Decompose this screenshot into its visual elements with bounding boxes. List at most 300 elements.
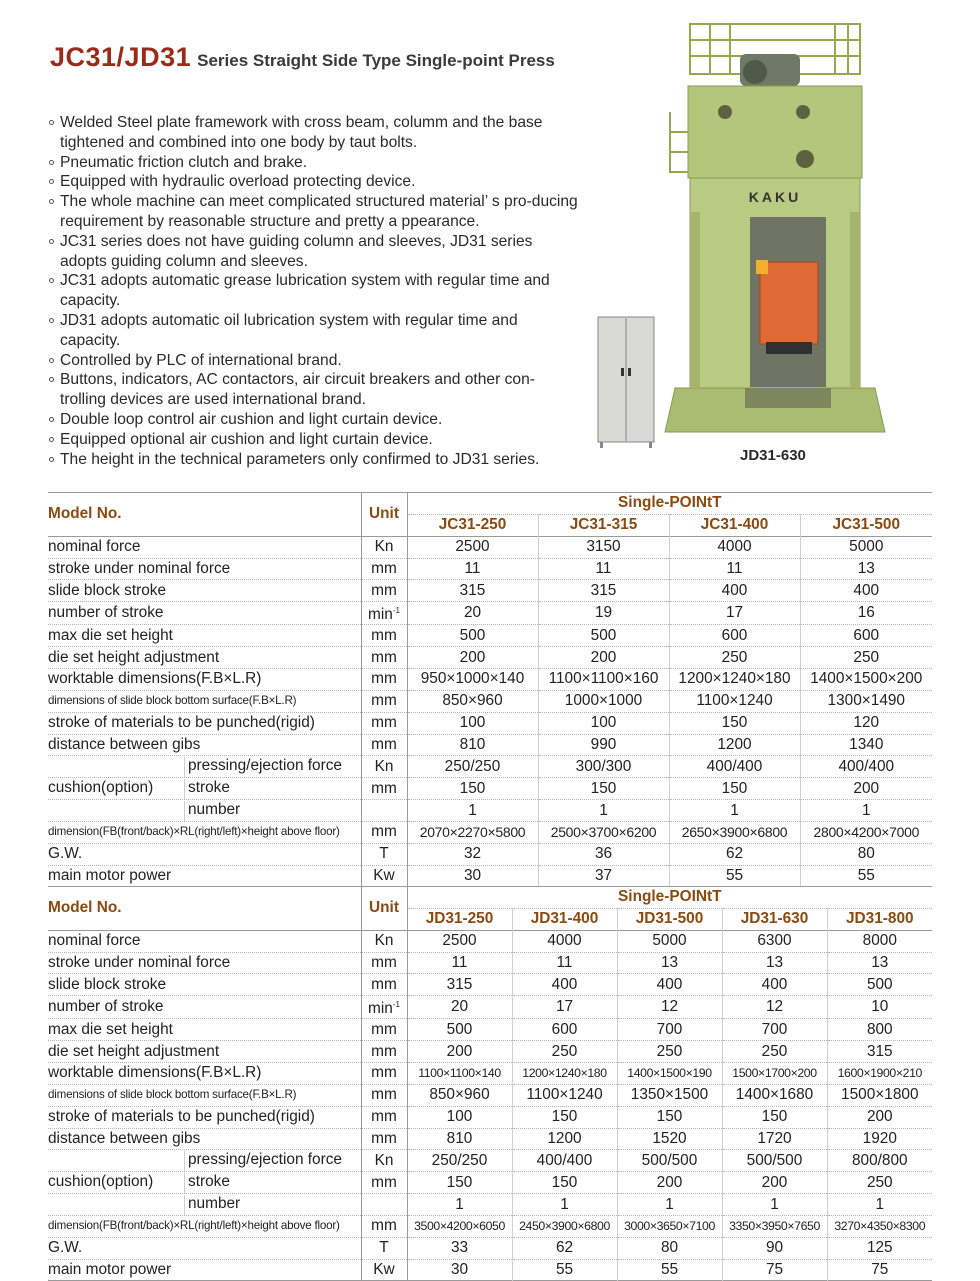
unit-cell (361, 778, 407, 800)
unit-text: min (368, 606, 393, 624)
unit-superscript: -1 (392, 606, 400, 616)
value-cell: 19 (538, 602, 669, 625)
param-cell (48, 778, 361, 800)
unit-cell (361, 734, 407, 756)
param-cell: stroke under nominal force (48, 953, 231, 971)
value-cell: 850×960 (429, 1086, 490, 1104)
param-cell: die set height adjustment (48, 648, 220, 666)
param-cell (48, 1172, 361, 1194)
value-cell: 1340 (800, 734, 932, 756)
cushion-sub-label: number (184, 1195, 240, 1215)
param-cell: max die set height (48, 1020, 173, 1038)
model-header: JD31-800 (827, 908, 932, 930)
value-cell: 1 (722, 1194, 827, 1216)
unit-text: Kw (373, 867, 395, 885)
model-no-header: Model No. (48, 899, 122, 917)
value-cell: 315 (459, 581, 486, 599)
unit-text: mm (371, 779, 397, 797)
model-header: JC31-500 (800, 514, 932, 536)
value-cell: 11 (464, 559, 481, 577)
value-cell: 500/500 (617, 1150, 722, 1172)
series-subtitle: Series Straight Side Type Single-point Press (197, 51, 555, 70)
table-row (48, 1259, 932, 1281)
value-cell: 11 (538, 558, 669, 580)
feature-item: JC31 adopts automatic grease lubrication system with regular time and capacity. (48, 271, 578, 311)
param-cell: dimension(FB(front/back)×RL(right/left)×height above floor) (48, 1219, 340, 1233)
feature-item: JC31 series does not have guiding column and sleeves, JD31 series adopts guiding column and sleeves. (48, 232, 578, 272)
value-cell: 11 (512, 952, 617, 974)
value-cell: 800/800 (827, 1150, 932, 1172)
value-cell: 33 (450, 1239, 469, 1257)
table-row (48, 558, 932, 580)
spec-table-jd31 (48, 886, 932, 1281)
unit-text: mm (371, 692, 397, 710)
cushion-sub-label: stroke (184, 779, 230, 799)
unit-text: Kn (374, 1151, 394, 1169)
value-cell: 800 (827, 1019, 932, 1041)
single-point-header: Single-POINtT (407, 887, 932, 909)
feature-item: Welded Steel plate framework with cross beam, columm and the base tightened and combined into one body by taut bolts. (48, 113, 578, 153)
param-cell: worktable dimensions(F.B×L.R) (48, 670, 262, 688)
value-cell: 120 (800, 712, 932, 734)
table-row (48, 625, 932, 647)
value-cell: 62 (669, 843, 800, 865)
unit-cell (361, 996, 407, 1019)
param-cell: number of stroke (48, 604, 164, 622)
value-cell: 1 (538, 800, 669, 822)
unit-text: mm (371, 823, 397, 841)
value-cell: 1500×1800 (827, 1084, 932, 1106)
table-row (48, 602, 932, 625)
unit-text: mm (371, 1064, 397, 1082)
value-cell: 200 (722, 1172, 827, 1194)
unit-superscript: -1 (392, 1000, 400, 1010)
unit-cell (361, 1259, 407, 1281)
value-cell: 250 (512, 1041, 617, 1063)
table-row (48, 756, 932, 778)
value-cell: 500 (827, 974, 932, 996)
unit-header: Unit (361, 493, 407, 537)
param-cell: dimensions of slide block bottom surface(F.B×L.R) (48, 694, 297, 708)
value-cell: 20 (450, 998, 469, 1016)
page-title (50, 42, 555, 73)
feature-item: Equipped with hydraulic overload protecting device. (48, 172, 578, 192)
value-cell: 62 (512, 1237, 617, 1259)
unit-text: mm (371, 1042, 397, 1060)
param-cell: dimension(FB(front/back)×RL(right/left)×height above floor) (48, 825, 340, 839)
value-cell: 2800×4200×7000 (800, 821, 932, 843)
table-row (48, 1084, 932, 1106)
unit-text: mm (371, 1108, 397, 1126)
value-cell: 100 (459, 714, 486, 732)
value-cell: 500 (446, 1020, 473, 1038)
unit-text: mm (371, 735, 397, 753)
value-cell: 12 (617, 996, 722, 1019)
table-header-row (48, 887, 932, 909)
value-cell: 500 (538, 625, 669, 647)
value-cell: 3500×4200×6050 (414, 1219, 505, 1234)
value-cell: 150 (446, 1173, 473, 1191)
value-cell: 2450×3900×6800 (512, 1215, 617, 1237)
value-cell: 36 (538, 843, 669, 865)
unit-cell (361, 690, 407, 712)
value-cell: 30 (450, 1261, 469, 1279)
unit-text: mm (371, 1086, 397, 1104)
unit-cell (361, 1194, 407, 1216)
value-cell: 200 (538, 647, 669, 669)
value-cell: 1 (827, 1194, 932, 1216)
value-cell: 400/400 (669, 756, 800, 778)
value-cell: 250 (800, 647, 932, 669)
value-cell: 1 (800, 800, 932, 822)
unit-cell (361, 1150, 407, 1172)
value-cell: 100 (446, 1108, 473, 1126)
value-cell: 250/250 (431, 1151, 488, 1169)
value-cell: 2500 (455, 538, 490, 556)
unit-cell (361, 1172, 407, 1194)
unit-cell (361, 558, 407, 580)
unit-cell (361, 843, 407, 865)
feature-item: Pneumatic friction clutch and brake. (48, 153, 578, 173)
unit-cell (361, 930, 407, 952)
feature-item: Buttons, indicators, AC contactors, air circuit breakers and other con-trolling devices are used international brand. (48, 370, 578, 410)
unit-text: mm (371, 559, 397, 577)
value-cell: 11 (451, 953, 468, 971)
value-cell: 250 (827, 1172, 932, 1194)
table-row (48, 1128, 932, 1150)
table-row (48, 778, 932, 800)
model-header: JC31-315 (538, 514, 669, 536)
unit-cell (361, 756, 407, 778)
value-cell: 1 (512, 1194, 617, 1216)
control-cabinet-image (598, 317, 654, 448)
value-cell: 400/400 (800, 756, 932, 778)
value-cell: 90 (722, 1237, 827, 1259)
unit-cell (361, 1128, 407, 1150)
param-cell: distance between gibs (48, 735, 201, 753)
unit-text: mm (371, 648, 397, 666)
table-row (48, 580, 932, 602)
value-cell: 500/500 (722, 1150, 827, 1172)
value-cell: 6300 (722, 930, 827, 952)
value-cell: 3270×4350×8300 (827, 1215, 932, 1237)
unit-cell (361, 647, 407, 669)
unit-cell (361, 1215, 407, 1237)
value-cell: 315 (446, 975, 473, 993)
value-cell: 1200 (512, 1128, 617, 1150)
unit-cell (361, 1019, 407, 1041)
param-cell: slide block stroke (48, 581, 167, 599)
unit-text: mm (371, 1173, 397, 1191)
model-header: JD31-400 (512, 908, 617, 930)
feature-list (48, 113, 578, 469)
value-cell: 990 (538, 734, 669, 756)
table-row (48, 1194, 932, 1216)
value-cell: 150 (512, 1106, 617, 1128)
cushion-sub-label: number (184, 801, 240, 821)
value-cell: 32 (463, 845, 482, 863)
unit-cell (361, 712, 407, 734)
value-cell: 20 (463, 604, 482, 622)
table-row (48, 1172, 932, 1194)
unit-text: Kw (373, 1261, 395, 1279)
unit-cell (361, 602, 407, 625)
param-cell: stroke of materials to be punched(rigid) (48, 1108, 315, 1126)
value-cell: 300/300 (538, 756, 669, 778)
value-cell: 1200 (669, 734, 800, 756)
machine-brand-label: KAKU (748, 189, 802, 205)
value-cell: 200 (459, 648, 486, 666)
param-cell: G.W. (48, 845, 83, 863)
value-cell: 200 (800, 778, 932, 800)
value-cell: 16 (800, 602, 932, 625)
single-point-header: Single-POINtT (407, 493, 932, 515)
value-cell: 200 (446, 1042, 473, 1060)
value-cell: 17 (669, 602, 800, 625)
unit-cell (361, 800, 407, 822)
feature-item: The height in the technical parameters only confirmed to JD31 series. (48, 450, 578, 470)
value-cell: 13 (827, 952, 932, 974)
table-row (48, 712, 932, 734)
model-header: JC31-250 (407, 514, 538, 536)
table-row (48, 800, 932, 822)
value-cell: 1 (455, 1195, 464, 1213)
value-cell: 3350×3950×7650 (722, 1215, 827, 1237)
model-header: JC31-400 (669, 514, 800, 536)
param-cell: distance between gibs (48, 1129, 201, 1147)
value-cell: 150 (459, 779, 486, 797)
value-cell: 1100×1240 (512, 1084, 617, 1106)
param-cell: max die set height (48, 626, 173, 644)
param-cell: number of stroke (48, 998, 164, 1016)
unit-cell (361, 1063, 407, 1085)
value-cell: 400 (800, 580, 932, 602)
param-cell: stroke under nominal force (48, 559, 231, 577)
param-cell: worktable dimensions(F.B×L.R) (48, 1064, 262, 1082)
series-title: JC31/JD31 (50, 42, 192, 72)
unit-text: mm (371, 953, 397, 971)
value-cell: 250 (617, 1041, 722, 1063)
table-row (48, 734, 932, 756)
value-cell: 1100×1100×140 (418, 1066, 501, 1081)
value-cell: 150 (538, 778, 669, 800)
unit-header: Unit (361, 887, 407, 931)
model-no-header: Model No. (48, 505, 122, 523)
table-row (48, 1019, 932, 1041)
value-cell: 125 (827, 1237, 932, 1259)
table-row (48, 669, 932, 691)
table-row (48, 952, 932, 974)
value-cell: 4000 (669, 536, 800, 558)
value-cell: 17 (512, 996, 617, 1019)
feature-item: JD31 adopts automatic oil lubrication system with regular time and capacity. (48, 311, 578, 351)
value-cell: 1000×1000 (538, 690, 669, 712)
value-cell: 100 (538, 712, 669, 734)
value-cell: 1600×1900×210 (827, 1063, 932, 1085)
unit-cell (361, 865, 407, 887)
value-cell: 55 (800, 865, 932, 887)
unit-cell (361, 1106, 407, 1128)
value-cell: 1200×1240×180 (512, 1063, 617, 1085)
param-cell: stroke of materials to be punched(rigid) (48, 714, 315, 732)
table-row (48, 690, 932, 712)
table-row (48, 996, 932, 1019)
value-cell: 2500 (442, 932, 477, 950)
value-cell: 12 (722, 996, 827, 1019)
unit-cell (361, 1237, 407, 1259)
value-cell: 600 (800, 625, 932, 647)
value-cell: 37 (538, 865, 669, 887)
param-cell: nominal force (48, 932, 141, 950)
image-caption: JD31-630 (740, 447, 806, 464)
model-header: JD31-250 (407, 908, 512, 930)
param-cell (48, 1150, 361, 1172)
cushion-sub-label: stroke (184, 1173, 230, 1193)
value-cell: 1 (669, 800, 800, 822)
unit-text: Kn (374, 932, 394, 950)
value-cell: 1350×1500 (617, 1084, 722, 1106)
unit-text: mm (371, 975, 397, 993)
unit-text: mm (371, 1217, 397, 1235)
param-cell: nominal force (48, 538, 141, 556)
value-cell: 810 (459, 735, 486, 753)
value-cell: 3150 (538, 536, 669, 558)
value-cell: 400/400 (512, 1150, 617, 1172)
value-cell: 13 (617, 952, 722, 974)
value-cell: 810 (446, 1129, 473, 1147)
value-cell: 600 (669, 625, 800, 647)
value-cell: 500 (459, 626, 486, 644)
cushion-label: cushion(option) (48, 779, 154, 797)
unit-text: mm (371, 714, 397, 732)
param-cell: dimensions of slide block bottom surface(F.B×L.R) (48, 1088, 297, 1102)
table-row (48, 821, 932, 843)
table-row (48, 1215, 932, 1237)
unit-text: mm (371, 670, 397, 688)
feature-item: Controlled by PLC of international brand. (48, 351, 578, 371)
value-cell: 850×960 (442, 692, 503, 710)
unit-text: mm (371, 626, 397, 644)
value-cell: 1500×1700×200 (722, 1063, 827, 1085)
table-header-row (48, 493, 932, 515)
value-cell: 950×1000×140 (420, 670, 525, 688)
cushion-label: cushion(option) (48, 1173, 154, 1191)
value-cell: 10 (827, 996, 932, 1019)
value-cell: 13 (722, 952, 827, 974)
value-cell: 4000 (512, 930, 617, 952)
unit-text: mm (371, 1020, 397, 1038)
value-cell: 30 (463, 867, 482, 885)
table-row (48, 865, 932, 887)
table-row (48, 1041, 932, 1063)
value-cell: 150 (512, 1172, 617, 1194)
unit-text: T (379, 1239, 389, 1257)
value-cell: 400 (617, 974, 722, 996)
value-cell: 8000 (827, 930, 932, 952)
unit-cell (361, 669, 407, 691)
value-cell: 1 (468, 801, 477, 819)
param-cell (48, 756, 361, 778)
value-cell: 55 (669, 865, 800, 887)
unit-text: min (368, 1000, 393, 1018)
value-cell: 1720 (722, 1128, 827, 1150)
value-cell: 1100×1100×160 (538, 669, 669, 691)
model-header: JD31-500 (617, 908, 722, 930)
value-cell: 2650×3900×6800 (669, 821, 800, 843)
value-cell: 1 (617, 1194, 722, 1216)
param-cell (48, 1194, 361, 1216)
table-row (48, 930, 932, 952)
param-cell: G.W. (48, 1239, 83, 1257)
value-cell: 250 (669, 647, 800, 669)
value-cell: 250 (722, 1041, 827, 1063)
param-cell: slide block stroke (48, 975, 167, 993)
unit-cell (361, 1041, 407, 1063)
value-cell: 600 (512, 1019, 617, 1041)
value-cell: 250/250 (444, 757, 501, 775)
value-cell: 315 (538, 580, 669, 602)
value-cell: 1200×1240×180 (669, 669, 800, 691)
value-cell: 1100×1240 (669, 690, 800, 712)
table-row (48, 1106, 932, 1128)
value-cell: 150 (669, 778, 800, 800)
value-cell: 200 (617, 1172, 722, 1194)
unit-text: Kn (374, 757, 394, 775)
unit-cell (361, 580, 407, 602)
value-cell: 150 (617, 1106, 722, 1128)
unit-cell (361, 952, 407, 974)
param-cell: die set height adjustment (48, 1042, 220, 1060)
value-cell: 200 (827, 1106, 932, 1128)
value-cell: 75 (722, 1259, 827, 1281)
value-cell: 700 (722, 1019, 827, 1041)
unit-cell (361, 974, 407, 996)
value-cell: 13 (800, 558, 932, 580)
value-cell: 400 (722, 974, 827, 996)
value-cell: 5000 (617, 930, 722, 952)
unit-cell (361, 1084, 407, 1106)
value-cell: 5000 (800, 536, 932, 558)
param-cell (48, 800, 361, 822)
value-cell: 700 (617, 1019, 722, 1041)
value-cell: 3000×3650×7100 (617, 1215, 722, 1237)
table-row (48, 1150, 932, 1172)
value-cell: 55 (512, 1259, 617, 1281)
value-cell: 315 (827, 1041, 932, 1063)
value-cell: 80 (617, 1237, 722, 1259)
unit-cell (361, 625, 407, 647)
value-cell: 80 (800, 843, 932, 865)
table-row (48, 1237, 932, 1259)
press-machine-image (590, 12, 890, 452)
value-cell: 2500×3700×6200 (538, 821, 669, 843)
unit-text: mm (371, 1129, 397, 1147)
spec-table-jc31 (48, 492, 932, 887)
feature-item: The whole machine can meet complicated structured material’ s pro-ducing requirement by reasonable structure and pretty a ppearance. (48, 192, 578, 232)
value-cell: 75 (827, 1259, 932, 1281)
table-row (48, 843, 932, 865)
unit-cell (361, 821, 407, 843)
table-row (48, 974, 932, 996)
feature-item: Equipped optional air cushion and light curtain device. (48, 430, 578, 450)
param-cell: main motor power (48, 867, 172, 885)
value-cell: 400 (669, 580, 800, 602)
value-cell: 1520 (617, 1128, 722, 1150)
value-cell: 150 (669, 712, 800, 734)
cushion-sub-label: pressing/ejection force (184, 1151, 342, 1171)
value-cell: 55 (617, 1259, 722, 1281)
table-row (48, 1063, 932, 1085)
